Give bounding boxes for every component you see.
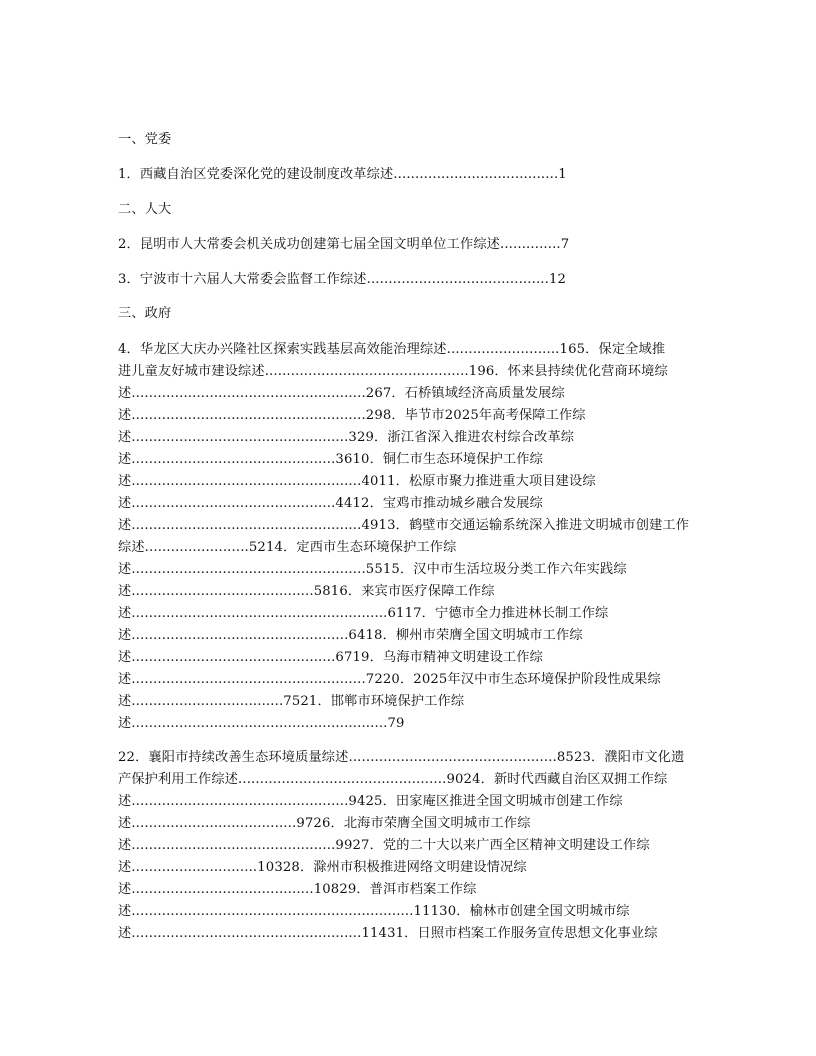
toc-text-line: 述..................................................9425．田家庵区推进全国文明城市创建工作综 bbox=[118, 794, 623, 809]
toc-text-line: 述.................................................................11130．榆林市创建全国文明城市综 bbox=[118, 904, 630, 919]
toc-text-line: 述.....................................................11431．日照市档案工作服务宣传思想文化事业综 bbox=[118, 926, 658, 941]
toc-text-line: 述.............................10328．滁州市积极推进网络文明建设情况综 bbox=[118, 860, 527, 875]
toc-entry: 3．宁波市十六届人大常委会监督工作综述..........................................12 bbox=[118, 272, 567, 287]
toc-entry: 2．昆明市人大常委会机关成功创建第七届全国文明单位工作综述..............7 bbox=[118, 237, 570, 252]
toc-text-line: 述......................................................267．石桥镇域经济高质量发展综 bbox=[118, 386, 565, 401]
toc-text-line: 述.....................................................4913．鹤壁市交通运输系统深入推进文明城市创建工作 bbox=[118, 518, 690, 533]
toc-text-line: 22．襄阳市持续改善生态环境质量综述................................................8523．濮阳市文化遗 bbox=[118, 750, 685, 765]
toc-text-line: 述......................................................298．毕节市2025年高考保障工作综 bbox=[118, 408, 586, 423]
toc-text-line: 述......................................9726．北海市荣膺全国文明城市工作综 bbox=[118, 816, 531, 831]
toc-text-line: 述...............................................4412．宝鸡市推动城乡融合发展综 bbox=[118, 496, 543, 511]
toc-text-line: 述...................................7521．邯郸市环境保护工作综 bbox=[118, 694, 465, 709]
section-heading-party-committee: 一、党委 bbox=[118, 132, 172, 147]
toc-text-line: 述......................................................5515．汉中市生活垃圾分类工作六年实践综 bbox=[118, 562, 627, 577]
section-heading-npc: 二、人大 bbox=[118, 202, 172, 217]
toc-text-line: 述.....................................................4011．松原市聚力推进重大项目建设综 bbox=[118, 474, 596, 489]
toc-text-line: 述..........................................10829．普洱市档案工作综 bbox=[118, 882, 477, 897]
toc-text-line: 述......................................................7220．2025年汉中市生态环境保护阶段性成果综 bbox=[118, 672, 661, 687]
toc-text-line: 述..........................................5816．来宾市医疗保障工作综 bbox=[118, 584, 495, 599]
toc-entry: 1．西藏自治区党委深化党的建设制度改革综述......................................1 bbox=[118, 167, 567, 182]
toc-text-line: 4．华龙区大庆办兴隆社区探索实践基层高效能治理综述..........................165．保定全域推 bbox=[118, 342, 666, 357]
toc-text-line: 进儿童友好城市建设综述...............................................196．怀来县持续优化营商环境综 bbox=[118, 364, 668, 379]
toc-text-line: 述...........................................................6117．宁德市全力推进林长制工作综 bbox=[118, 606, 609, 621]
toc-text-line: 综述........................5214．定西市生态环境保护工作综 bbox=[118, 540, 457, 555]
toc-text-line: 述...............................................3610．铜仁市生态环境保护工作综 bbox=[118, 452, 543, 467]
toc-text-line: 述..................................................329．浙江省深入推进农村综合改革综 bbox=[118, 430, 575, 445]
section-heading-government: 三、政府 bbox=[118, 306, 172, 321]
toc-text-line: 述...........................................................79 bbox=[118, 716, 405, 731]
toc-text-line: 述...............................................6719．乌海市精神文明建设工作综 bbox=[118, 650, 543, 665]
toc-text-line: 述...............................................9927．党的二十大以来广西全区精神文明建设工作综 bbox=[118, 838, 650, 853]
toc-text-line: 产保护利用工作综述................................................9024．新时代西藏自治区双拥工作综 bbox=[118, 772, 668, 787]
toc-text-line: 述..................................................6418．柳州市荣膺全国文明城市工作综 bbox=[118, 628, 583, 643]
